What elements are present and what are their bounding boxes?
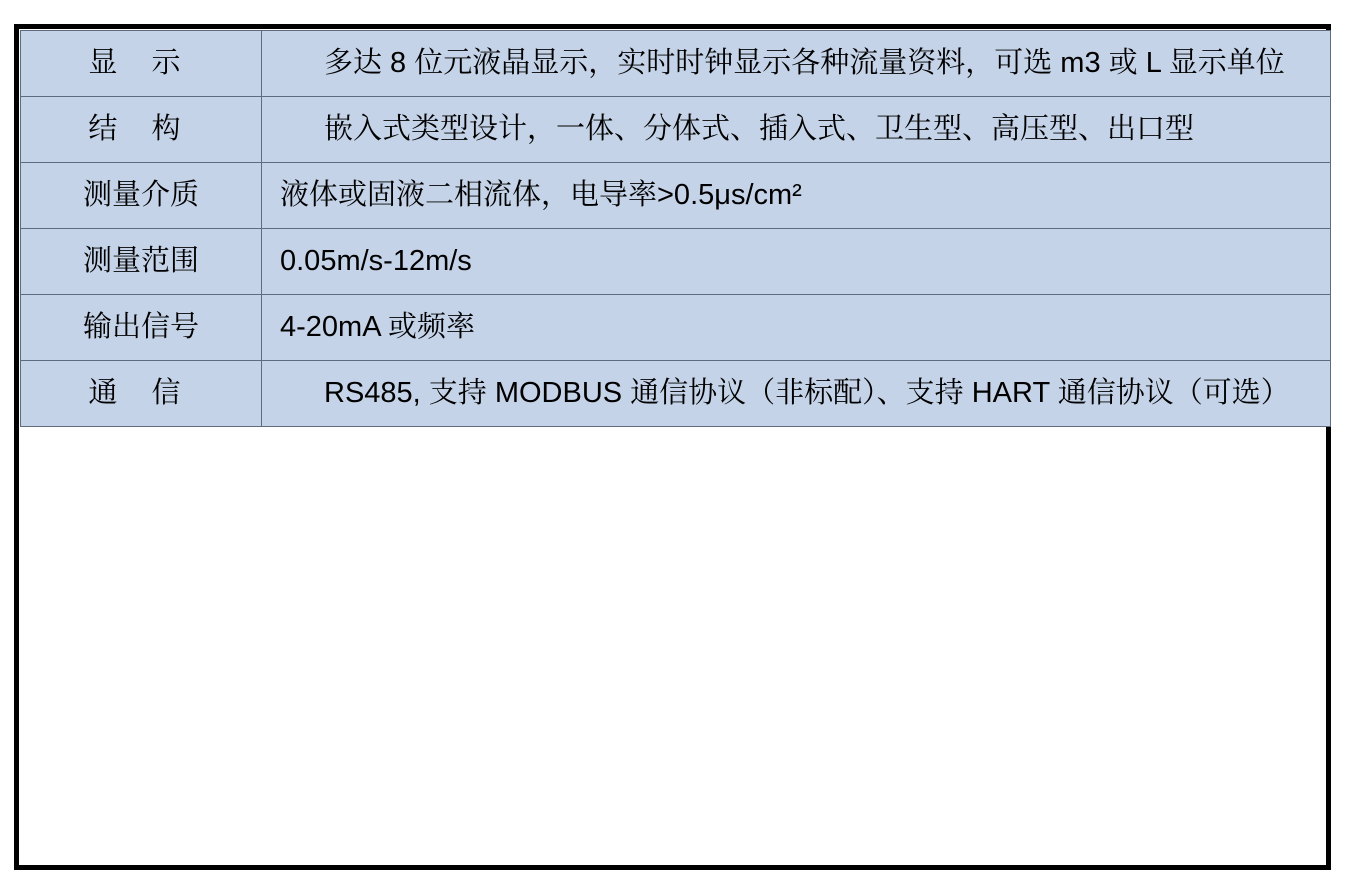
specifications-table — [20, 30, 1331, 427]
table-body — [21, 31, 1331, 427]
row-value-communication: RS485, 支持 MODBUS 通信协议（非标配）、支持 HART 通信协议（可选） — [262, 360, 1331, 426]
row-label-medium: 测量介质 — [21, 162, 262, 228]
row-value-range: 0.05m/s-12m/s — [262, 228, 1331, 294]
row-label-communication: 通 信 — [21, 360, 262, 426]
row-value-medium: 液体或固液二相流体，电导率>0.5μs/cm² — [262, 162, 1331, 228]
row-value-display: 多达 8 位元液晶显示，实时时钟显示各种流量资料，可选 m3 或 L 显示单位 — [262, 31, 1331, 97]
table-row — [21, 31, 1331, 97]
row-label-display: 显 示 — [21, 31, 262, 97]
row-value-structure: 嵌入式类型设计，一体、分体式、插入式、卫生型、高压型、出口型 — [262, 96, 1331, 162]
table-row — [21, 162, 1331, 228]
row-label-structure: 结 构 — [21, 96, 262, 162]
table-row — [21, 294, 1331, 360]
row-label-output: 输出信号 — [21, 294, 262, 360]
table-row — [21, 96, 1331, 162]
row-value-output: 4-20mA 或频率 — [262, 294, 1331, 360]
table-row — [21, 360, 1331, 426]
table-row — [21, 228, 1331, 294]
row-label-range: 测量范围 — [21, 228, 262, 294]
